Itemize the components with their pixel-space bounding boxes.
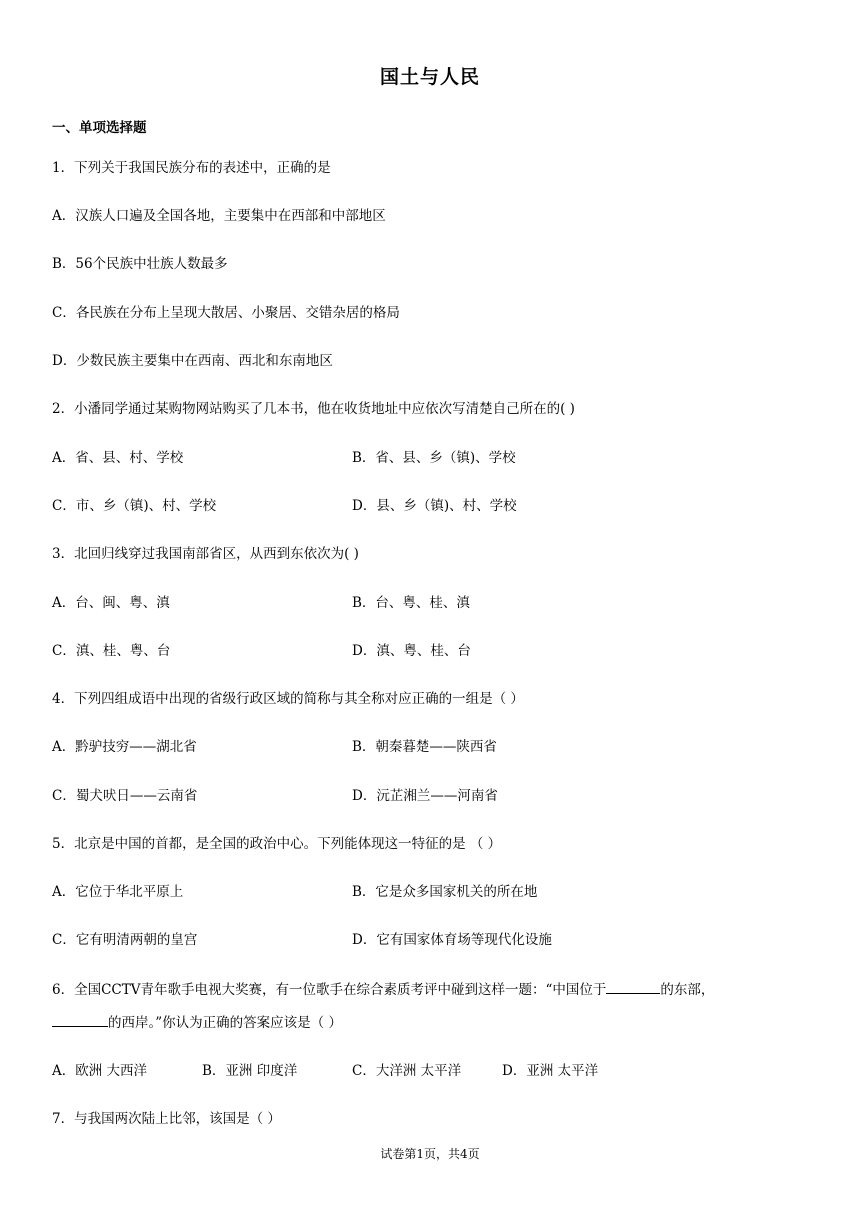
question-3-option-b[interactable]: B．台、粤、桂、滇: [352, 595, 470, 611]
question-3-stem: 3．北回归线穿过我国南部省区，从西到东依次为( ): [52, 546, 359, 562]
question-5-option-b[interactable]: B．它是众多国家机关的所在地: [352, 884, 538, 900]
question-6-stem-part-2: 的东部，: [660, 982, 715, 998]
question-3-option-d[interactable]: D．滇、粤、桂、台: [352, 643, 471, 659]
question-6-option-c[interactable]: C．大洋洲 太平洋: [352, 1063, 462, 1079]
question-1-option-b[interactable]: B．56个民族中壮族人数最多: [52, 256, 228, 272]
question-5-option-d[interactable]: D．它有国家体育场等现代化设施: [352, 932, 552, 948]
question-1-option-a[interactable]: A．汉族人口遍及全国各地，主要集中在西部和中部地区: [52, 208, 386, 224]
question-4-option-b[interactable]: B．朝秦暮楚——陕西省: [352, 739, 497, 755]
question-6-option-b[interactable]: B．亚洲 印度洋: [202, 1063, 298, 1079]
question-5-option-a[interactable]: A．它位于华北平原上: [52, 884, 184, 900]
answer-blank-2[interactable]: [52, 1012, 108, 1027]
question-6-stem-part-1: 6．全国CCTV青年歌手电视大奖赛，有一位歌手在综合素质考评中碰到这样一题：“中国位于: [52, 982, 607, 998]
question-6-option-d[interactable]: D．亚洲 太平洋: [502, 1063, 599, 1079]
question-1-stem: 1．下列关于我国民族分布的表述中，正确的是: [52, 160, 331, 176]
question-6-stem-line-2: [52, 1012, 342, 1033]
question-1-option-d[interactable]: D．少数民族主要集中在西南、西北和东南地区: [52, 353, 333, 369]
question-6-stem-part-3: 的西岸。”你认为正确的答案应该是（ ）: [108, 1015, 342, 1031]
question-4-stem: 4．下列四组成语中出现的省级行政区域的简称与其全称对应正确的一组是（ ）: [52, 691, 524, 707]
question-6-option-a[interactable]: A．欧洲 大西洋: [52, 1063, 148, 1079]
question-1-option-c[interactable]: C．各民族在分布上呈现大散居、小聚居、交错杂居的格局: [52, 305, 400, 321]
page-footer: 试卷第1页，共4页: [380, 1147, 480, 1161]
question-3-option-c[interactable]: C．滇、桂、粤、台: [52, 643, 171, 659]
question-4-option-a[interactable]: A．黔驴技穷——湖北省: [52, 739, 197, 755]
question-2-option-a[interactable]: A．省、县、村、学校: [52, 450, 184, 466]
page-title: 国土与人民: [379, 66, 480, 88]
question-2-option-c[interactable]: C．市、乡（镇)、村、学校: [52, 498, 217, 514]
question-2-option-d[interactable]: D．县、乡（镇)、村、学校: [352, 498, 517, 514]
question-7-stem: 7．与我国两次陆上比邻，该国是（ ）: [52, 1111, 281, 1127]
question-4-option-d[interactable]: D．沅芷湘兰——河南省: [352, 788, 498, 804]
question-6-stem-line-1: [52, 979, 714, 1000]
question-4-option-c[interactable]: C．蜀犬吠日——云南省: [52, 788, 198, 804]
question-5-option-c[interactable]: C．它有明清两朝的皇宫: [52, 932, 198, 948]
question-2-option-b[interactable]: B．省、县、乡（镇)、学校: [352, 450, 516, 466]
answer-blank-1[interactable]: [606, 979, 660, 994]
question-2-stem: 2．小潘同学通过某购物网站购买了几本书，他在收货地址中应依次写清楚自己所在的( ): [52, 401, 575, 417]
section-heading: 一、单项选择题: [52, 120, 147, 136]
question-5-stem: 5．北京是中国的首都，是全国的政治中心。下列能体现这一特征的是 （ ）: [52, 836, 502, 852]
question-3-option-a[interactable]: A．台、闽、粤、滇: [52, 595, 170, 611]
